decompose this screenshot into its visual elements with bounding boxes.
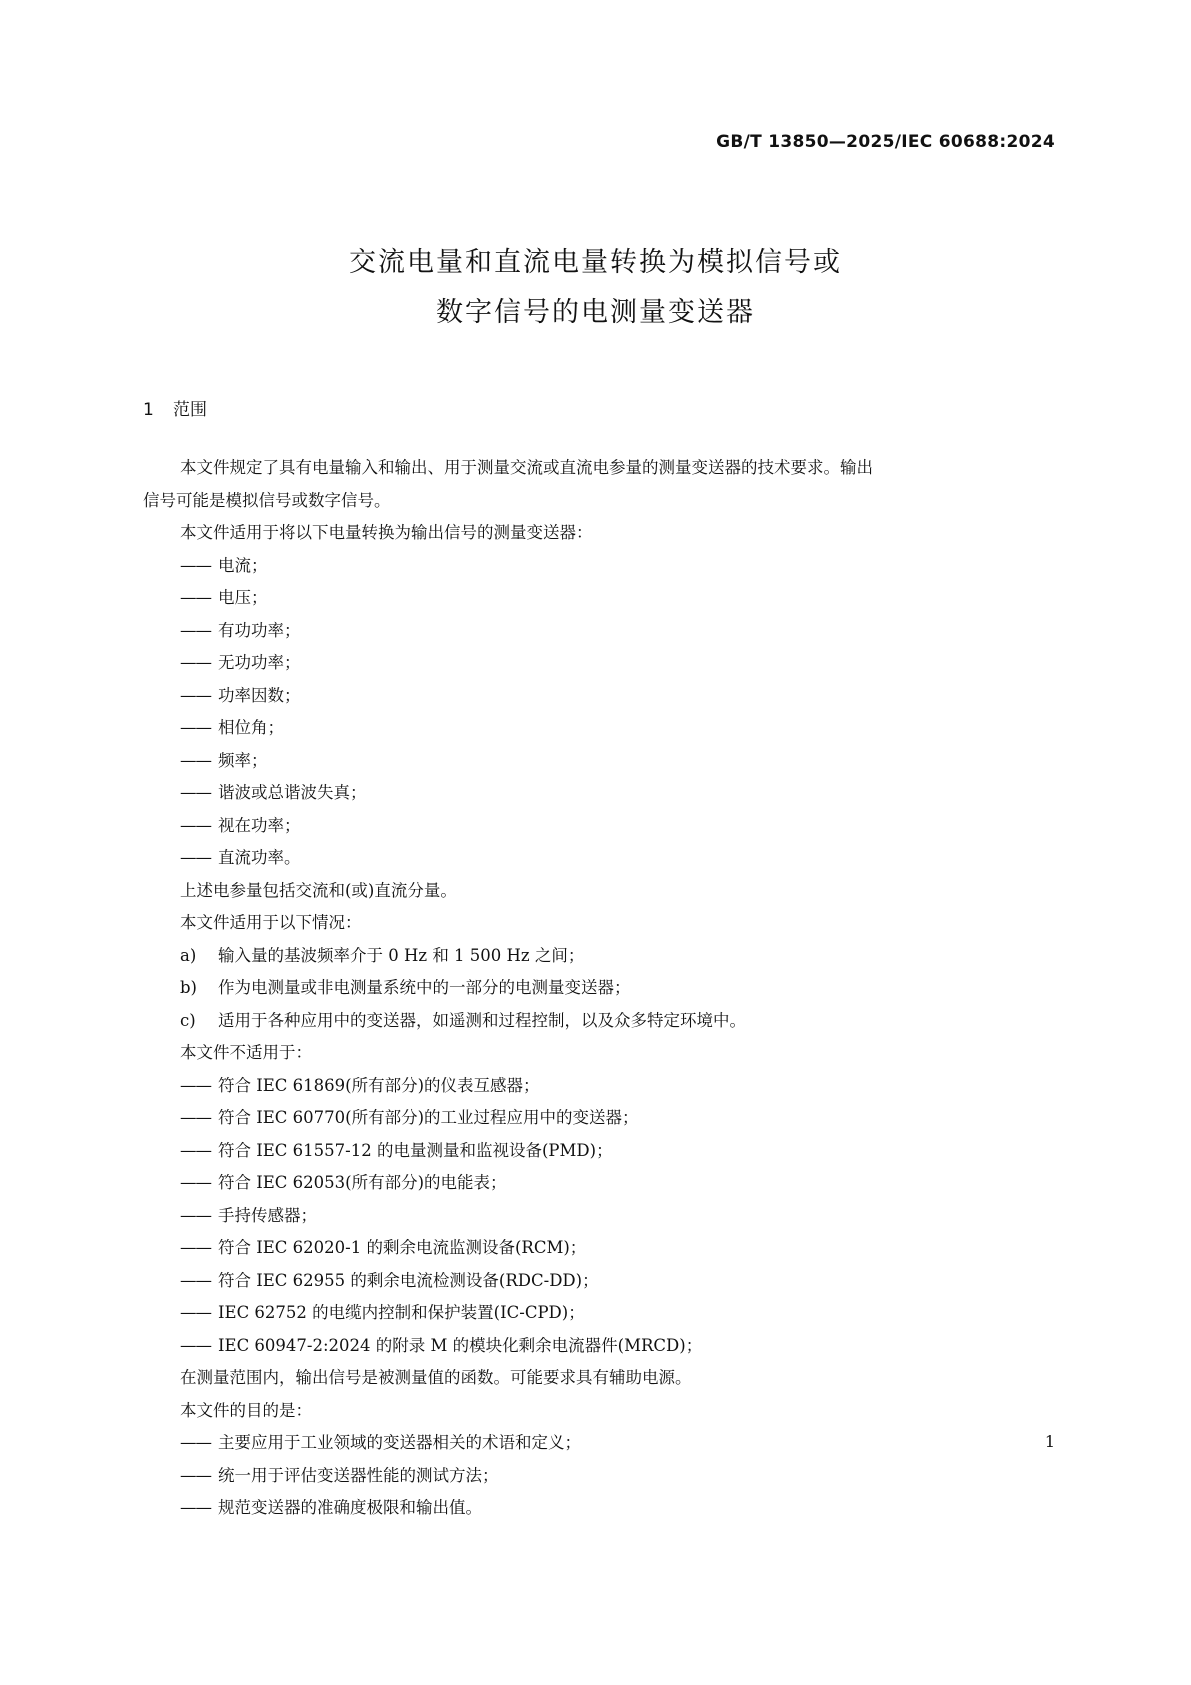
list-marker: c) [180,1010,196,1030]
dash-marker: —— [180,1108,211,1127]
dash-marker: —— [180,1173,211,1192]
list-item: —— 统一用于评估变送器性能的测试方法； [180,1460,1055,1493]
title-line-2: 数字信号的电测量变送器 [436,297,755,328]
list-item: —— 功率因数； [180,680,1055,713]
list-item: —— 电流； [180,550,1055,583]
paragraph-output-function: 在测量范围内，输出信号是被测量值的函数。可能要求具有辅助电源。 [180,1368,692,1387]
dash-marker: —— [180,1238,211,1257]
list-item: —— 谐波或总谐波失真； [180,777,1055,810]
list-item: —— 规范变送器的准确度极限和输出值。 [180,1492,1055,1525]
section-heading [143,395,207,420]
dash-marker: —— [180,750,211,770]
paragraph-line: 本文件规定了具有电量输入和输出、用于测量交流或直流电参量的测量变送器的技术要求。输出 [180,458,873,477]
dash-marker: —— [180,1335,211,1355]
document-title [0,238,1191,338]
list-marker: a) [180,945,197,965]
section-number: 1 [143,400,154,420]
dash-marker: —— [180,1465,211,1485]
dash-marker: —— [180,718,211,737]
list-item: —— 直流功率。 [180,842,1055,875]
list-item: —— 频率； [180,745,1055,778]
dash-marker: —— [180,653,211,672]
dash-marker: —— [180,815,211,835]
dash-marker: —— [180,1270,211,1290]
paragraph-components: 上述电参量包括交流和(或)直流分量。 [180,880,457,900]
list-item: —— 有功功率； [180,615,1055,648]
body-text [143,452,1055,1525]
paragraph-scope-intro [143,452,1055,517]
list-item: b) 作为电测量或非电测量系统中的一部分的电测量变送器； [180,972,1055,1005]
list-item: —— 符合 IEC 62955 的剩余电流检测设备(RDC-DD)； [180,1265,1055,1298]
list-marker: b) [180,978,197,997]
list-item: c) 适用于各种应用中的变送器，如遥测和过程控制，以及众多特定环境中。 [180,1005,1055,1038]
dash-marker: —— [180,555,211,575]
dash-marker: —— [180,783,211,802]
list-item: —— 符合 IEC 61869(所有部分)的仪表互感器； [180,1070,1055,1103]
dash-marker: —— [180,685,211,705]
standard-number: GB/T 13850—2025/IEC 60688:2024 [716,132,1055,152]
paragraph-exclusions-intro: 本文件不适用于： [180,1043,312,1062]
paragraph-line: 信号可能是模拟信号或数字信号。 [143,490,391,510]
dash-marker: —— [180,1303,211,1322]
list-item: —— IEC 62752 的电缆内控制和保护装置(IC-CPD)； [180,1297,1055,1330]
dash-marker: —— [180,1498,211,1517]
list-item: —— 符合 IEC 61557-12 的电量测量和监视设备(PMD)； [180,1135,1055,1168]
list-item: —— 符合 IEC 60770(所有部分)的工业过程应用中的变送器； [180,1102,1055,1135]
list-item: —— 视在功率； [180,810,1055,843]
list-item: —— 相位角； [180,712,1055,745]
dash-marker: —— [180,588,211,607]
dash-marker: —— [180,1433,211,1452]
page-number: 1 [1044,1432,1055,1451]
list-item: a) 输入量的基波频率介于 0 Hz 和 1 500 Hz 之间； [180,940,1055,973]
dash-marker: —— [180,1205,211,1225]
dash-marker: —— [180,1140,211,1160]
section-title: 范围 [173,400,207,420]
dash-marker: —— [180,848,211,867]
paragraph-cases-intro: 本文件适用于以下情况： [180,913,362,932]
dash-marker: —— [180,620,211,640]
list-item: —— 符合 IEC 62053(所有部分)的电能表； [180,1167,1055,1200]
list-item: —— 符合 IEC 62020-1 的剩余电流监测设备(RCM)； [180,1232,1055,1265]
list-item: —— 主要应用于工业领域的变送器相关的术语和定义； [180,1427,1055,1460]
title-line-1: 交流电量和直流电量转换为模拟信号或 [349,247,842,278]
list-item: —— 电压； [180,582,1055,615]
dash-marker: —— [180,1075,211,1095]
list-item: —— 手持传感器； [180,1200,1055,1233]
paragraph-applicability: 本文件适用于将以下电量转换为输出信号的测量变送器： [180,523,593,542]
paragraph-purpose-intro: 本文件的目的是： [180,1400,312,1420]
list-item: —— 无功功率； [180,647,1055,680]
list-item: —— IEC 60947-2:2024 的附录 M 的模块化剩余电流器件(MRCD)； [180,1330,1055,1363]
